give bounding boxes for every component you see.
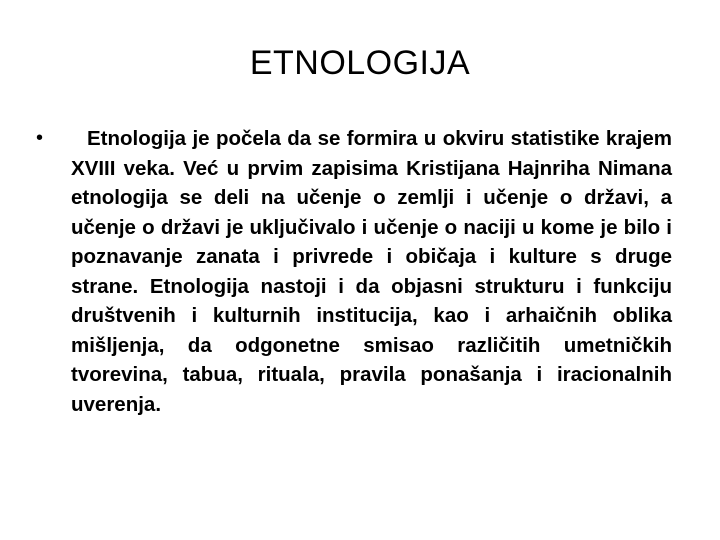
- bullet-marker: •: [36, 127, 44, 149]
- bullet-text: Etnologija je počela da se formira u okviru statistike krajem XVIII veka. Već u prvim zapisima Kristijana Hajnriha Nimana etnologija se deli na učenje o zemlji i učenje o državi, a učenje o državi je uključivalo i učenje o naciji u kome je bilo i poznavanje zanata i privrede i običaja i kulture s druge strane. Etnologija nastoji i da objasni strukturu i funkciju društvenih i kulturnih institucija, kao i arhaičnih oblika mišljenja, da odgonetne smisao različitih umetničkih tvorevina, tabua, rituala, pravila ponašanja i iracionalnih uverenja.: [71, 127, 672, 416]
- bullet-item: [36, 124, 672, 419]
- slide-title: ETNOLOGIJA: [249, 44, 471, 82]
- bullet-list: [36, 124, 672, 419]
